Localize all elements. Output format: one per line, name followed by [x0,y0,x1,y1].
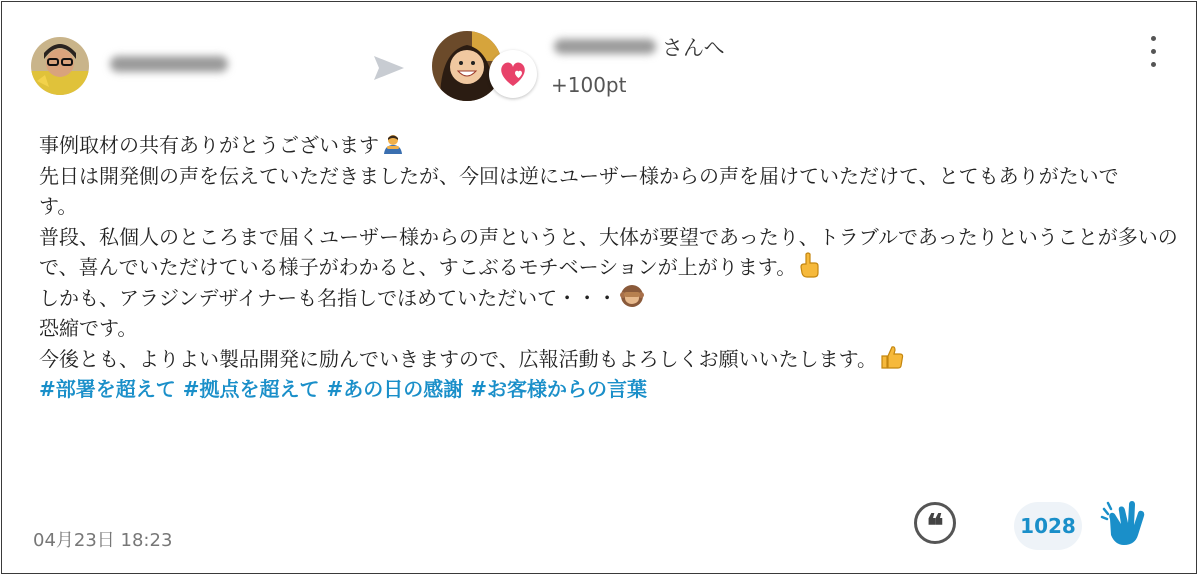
sender-avatar[interactable] [31,37,89,95]
heart-icon [498,60,528,88]
message-line: で、喜んでいただけている様子がわかると、すこぶるモチベーションが上がります。 [39,252,1179,283]
post-timestamp: 04月23日 18:23 [33,530,173,551]
quote-icon: ❝ [926,507,944,545]
more-options-button[interactable] [1144,36,1164,68]
points-awarded: +100pt [551,73,627,97]
post-card [1,1,1197,574]
recipient-suffix: さんへ [662,36,725,60]
more-dot-icon [1151,36,1156,41]
reaction-count[interactable]: 1028 [1014,502,1082,550]
heart-reaction-badge [489,50,537,98]
bowing-person-icon [381,132,405,156]
message-line: 先日は開発側の声を伝えていただきましたが、今回は逆にユーザー様からの声を届けていただけて、とてもありがたいで [39,163,1119,188]
see-no-evil-monkey-icon [619,283,645,309]
message-line: 普段、私個人のところまで届くユーザー様からの声というと、大体が要望であったり、トラブルであったりということが多いの [39,224,1178,249]
clap-hands-icon[interactable] [1100,497,1152,549]
more-dot-icon [1151,62,1156,67]
message-line: しかも、アラジンデザイナーも名指しでほめていただいて・・・ [39,283,1179,314]
message-line: す。 [39,194,78,218]
hashtag-link[interactable]: #部署を超えて [39,377,176,401]
pointing-up-icon [798,252,820,278]
thumbs-up-icon [879,344,905,370]
more-dot-icon [1151,49,1156,54]
recipient-name-redacted [554,39,656,54]
hashtag-link[interactable]: #拠点を超えて [182,377,320,401]
hashtag-list [39,374,1179,405]
sender-name-redacted [110,56,228,72]
message-line: 今後とも、よりよい製品開発に励んでいきますので、広報活動もよろしくお願いいたします。 [39,344,1179,375]
hashtag-link[interactable]: #お客様からの言葉 [470,377,648,401]
message-body [39,130,1179,405]
message-line: 恐縮です。 [39,316,138,340]
hashtag-link[interactable]: #あの日の感謝 [326,377,464,401]
send-arrow-icon [373,54,405,82]
message-line: 事例取材の共有ありがとうございます [39,130,1179,161]
quote-button[interactable] [914,502,956,544]
